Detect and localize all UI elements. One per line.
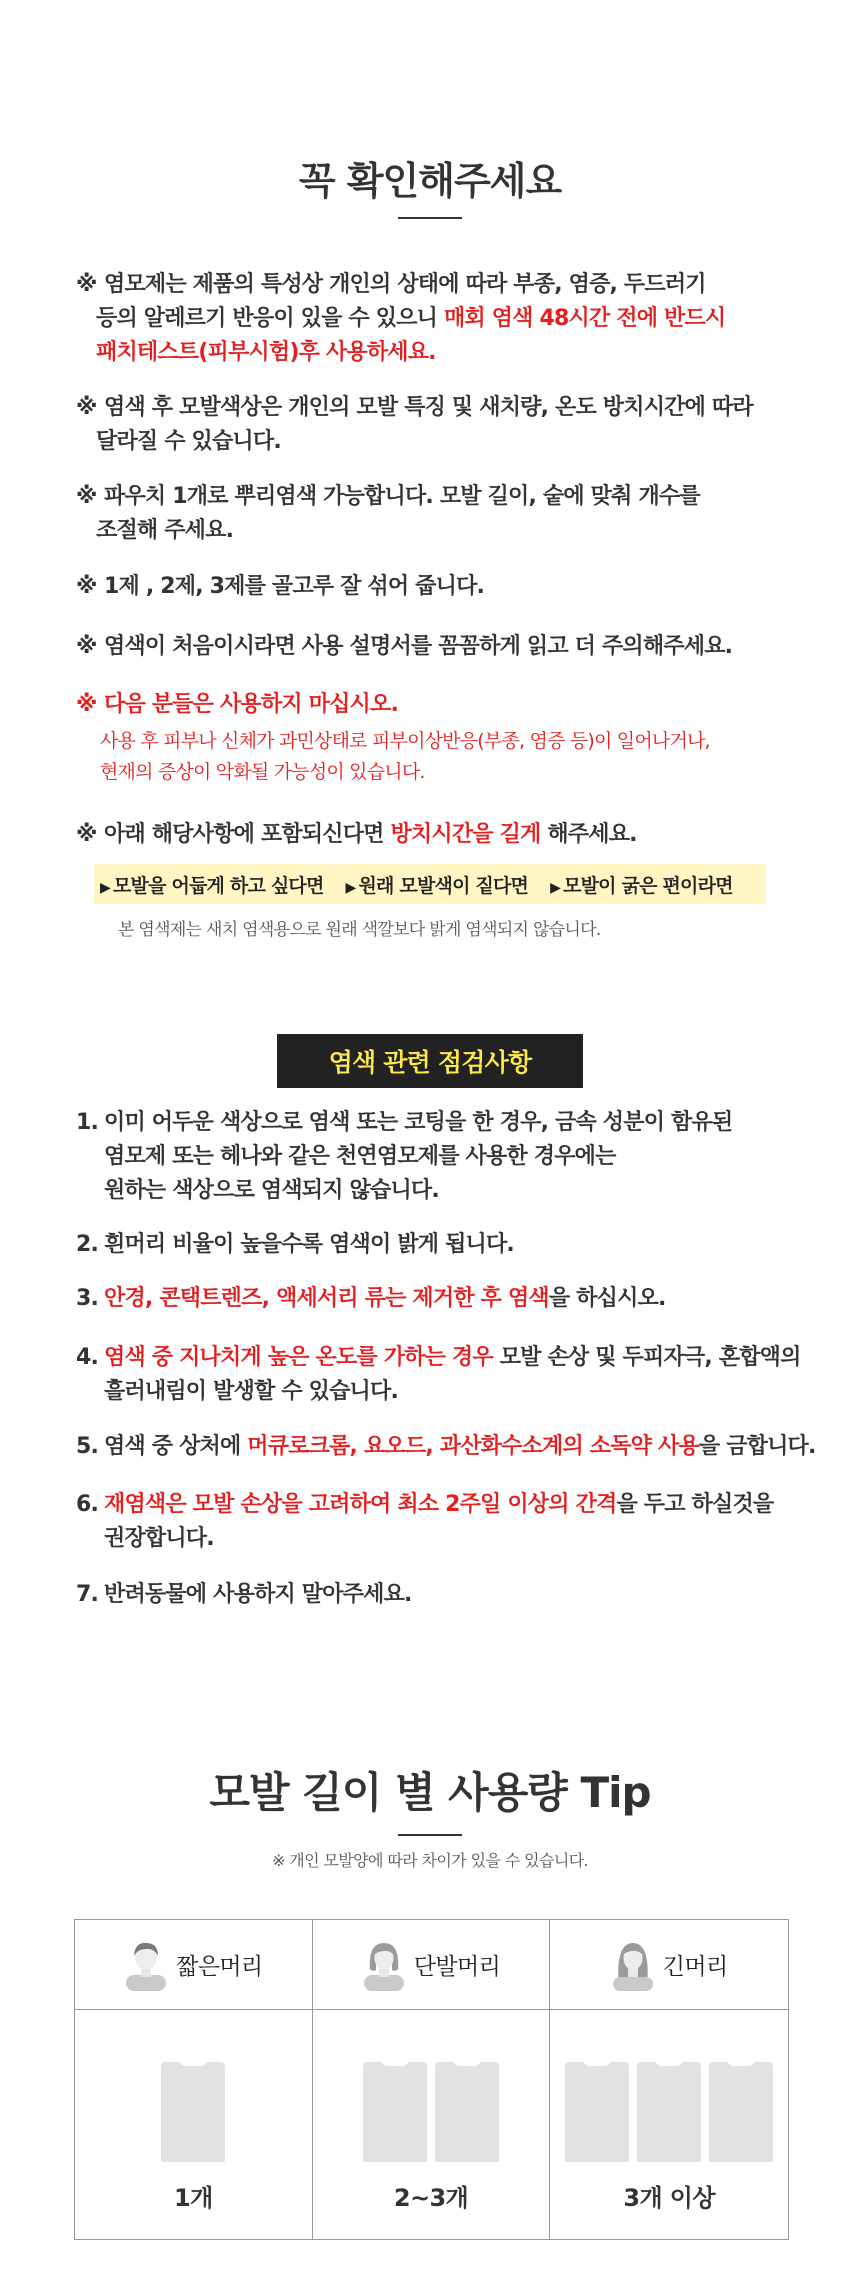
- short-hair-person-icon: [124, 1939, 168, 1991]
- check-item-5: 5. 염색 중 상처에 머큐로크롬, 요오드, 과산화수소계의 소독약 사용을 금합니다.: [76, 1434, 816, 1459]
- notice-item-6-warning: ※ 다음 분들은 사용하지 마십시오.: [76, 692, 399, 717]
- condition-thick-hair: ▶ 모발이 굵은 편이라면: [550, 874, 733, 897]
- bob-hair-amount: [313, 2010, 551, 2239]
- condition-highlight-bar: [94, 864, 766, 904]
- pouch-icon: [709, 2062, 773, 2162]
- usage-table: [74, 1919, 789, 2240]
- bob-hair-label: 단발머리: [413, 1954, 501, 1980]
- long-hair-label: 긴머리: [662, 1954, 728, 1980]
- long-hair-count: 3개 이상: [623, 2184, 715, 2212]
- pouch-icon: [565, 2062, 629, 2162]
- usage-tip-title: 모발 길이 별 사용량 Tip: [209, 1768, 651, 1817]
- warning-detail: 사용 후 피부나 신체가 과민상태로 피부이상반응(부종, 염증 등)이 일어나거나, 현재의 증상이 악화될 가능성이 있습니다.: [100, 730, 710, 783]
- condition-dark-original: ▶ 원래 모발색이 짙다면: [345, 874, 529, 897]
- notice-item-2: ※ 염색 후 모발색상은 개인의 모발 특징 및 새치량, 온도 방치시간에 따라 달라질 수 있습니다.: [76, 395, 753, 454]
- check-item-6: 6. 재염색은 모발 손상을 고려하여 최소 2주일 이상의 간격을 두고 하실것을 권장합니다.: [76, 1492, 774, 1551]
- bob-hair-header: [313, 1920, 551, 2010]
- pouch-group: [313, 2062, 550, 2162]
- bob-hair-count: 2~3개: [393, 2184, 469, 2212]
- condition-dark-color: ▶ 모발을 어둡게 하고 싶다면: [100, 874, 324, 897]
- checklist-header: 염색 관련 점검사항: [277, 1034, 583, 1088]
- bob-hair-person-icon: [362, 1939, 406, 1991]
- pouch-icon: [161, 2062, 225, 2162]
- triangle-right-icon: ▶: [345, 879, 356, 896]
- notice-item-3: ※ 파우치 1개로 뿌리염색 가능합니다. 모발 길이, 숱에 맞춰 개수를 조절해 주세요.: [76, 484, 700, 543]
- short-hair-count: 1개: [173, 2184, 213, 2212]
- check-item-3: 3. 안경, 콘택트렌즈, 액세서리 류는 제거한 후 염색을 하십시오.: [76, 1286, 666, 1311]
- long-hair-header: [550, 1920, 788, 2010]
- pouch-icon: [637, 2062, 701, 2162]
- pouch-group: [550, 2062, 788, 2162]
- tip-divider: [398, 1834, 462, 1836]
- notice-item-5: ※ 염색이 처음이시라면 사용 설명서를 꼼꼼하게 읽고 더 주의해주세요.: [76, 634, 733, 659]
- title-divider: [398, 217, 462, 219]
- long-hair-amount: [550, 2010, 788, 2239]
- check-item-7: 7. 반려동물에 사용하지 말아주세요.: [76, 1582, 412, 1607]
- usage-tip-note: ※ 개인 모발양에 따라 차이가 있을 수 있습니다.: [271, 1851, 589, 1870]
- gray-coverage-note: 본 염색제는 새치 염색용으로 원래 색깔보다 밝게 염색되지 않습니다.: [118, 920, 601, 940]
- pouch-group: [75, 2062, 312, 2162]
- short-hair-amount: [75, 2010, 313, 2239]
- pouch-icon: [435, 2062, 499, 2162]
- triangle-right-icon: ▶: [100, 879, 110, 896]
- pouch-icon: [363, 2062, 427, 2162]
- notice-item-1: ※ 염모제는 제품의 특성상 개인의 상태에 따라 부종, 염증, 두드러기 등의 알레르기 반응이 있을 수 있으니 매회 염색 48시간 전에 반드시 패치테스트(피부시험)후 사용하세요.: [76, 268, 725, 370]
- check-item-2: 2. 흰머리 비율이 높을수록 염색이 밝게 됩니다.: [76, 1232, 514, 1257]
- reference-mark: ※: [76, 272, 97, 297]
- short-hair-label: 짧은머리: [176, 1954, 263, 1980]
- long-hair-person-icon: [611, 1939, 655, 1991]
- check-item-1: 1. 이미 어두운 색상으로 염색 또는 코팅을 한 경우, 금속 성분이 함유된 염모제 또는 헤나와 같은 천연염모제를 사용한 경우에는 원하는 색상으로 염색되지 않습니다.: [76, 1110, 733, 1203]
- notice-item-7: ※ 아래 해당사항에 포함되신다면 방치시간을 길게 해주세요.: [76, 822, 637, 847]
- triangle-right-icon: ▶: [550, 879, 561, 896]
- check-item-4: 4. 염색 중 지나치게 높은 온도를 가하는 경우 모발 손상 및 두피자극, 혼합액의 흘러내림이 발생할 수 있습니다.: [76, 1345, 801, 1404]
- section-title-check: 꼭 확인해주세요: [298, 159, 562, 203]
- notice-item-4: ※ 1제 , 2제, 3제를 골고루 잘 섞어 줍니다.: [76, 574, 485, 599]
- short-hair-header: [75, 1920, 313, 2010]
